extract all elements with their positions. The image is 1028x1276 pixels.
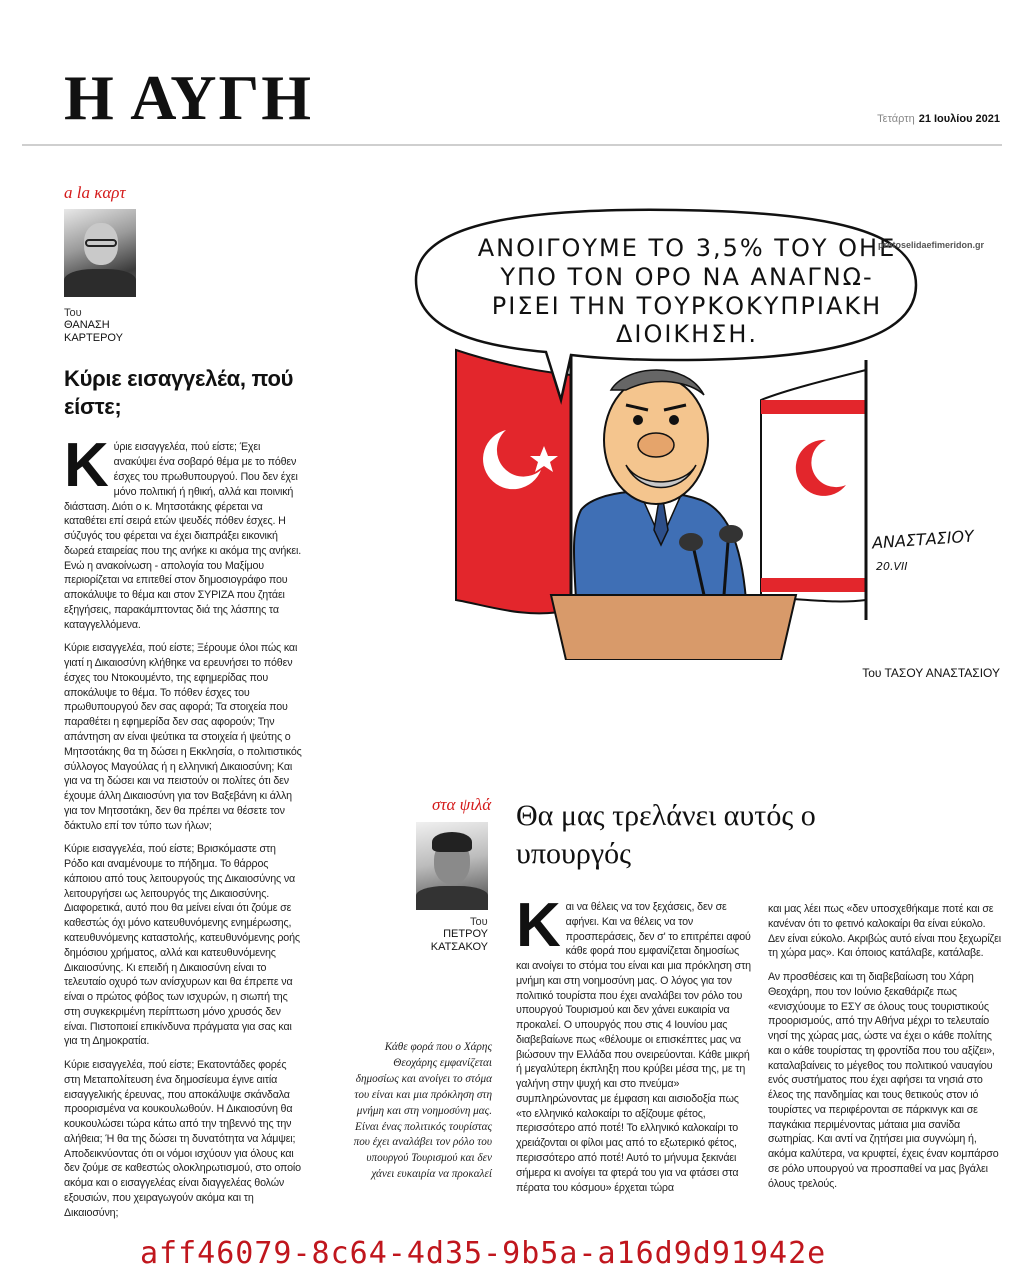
- watermark: protoselidaefimeridon.gr: [878, 240, 985, 250]
- paragraph: Κύριε εισαγγελέα, πού είστε; Βρισκόμαστε στη Ρόδο και αναμένουμε το πήδημα. Το θάρρος κάποιου από τους λειτουργούς της Δικαιοσύνης να λειτουργήσει ως λειτουργός της Δικαιοσύνης. Διαφορετικά, αυτό που θα μείνει είναι ότι ζούμε σε καθεστώς όχι μόνο κατευθυνόμενης ενημέρωσης, κατευθυνόμενης καταστολής, κατευθυνόμενης ροής δημόσιου χρήματος, αλλά και κατευθυνόμενης Δικαιοσύνης. Κι επειδή η Δικαιοσύνη είναι το τελευταίο οχυρό των ανίσχυρων και θα έπρεπε να είναι ο πρώτος φόβος των ισχυρών, η σιωπή της στη συγκεκριμένη περίπτωση μόνο χρυσός δεν είναι. Πιστοποιεί επικίνδυνα πράγματα για σας και για τη Δημοκρατία.: [64, 843, 300, 1048]
- credit-name: ΤΑΣΟΥ ΑΝΑΣΤΑΣΙΟΥ: [884, 666, 1000, 680]
- date-weekday: Τετάρτη: [877, 113, 915, 125]
- section-label: a la καρτ: [64, 183, 126, 202]
- section-label: στα ψιλά: [432, 795, 492, 814]
- cartoon-signature-date: 20.VII: [876, 560, 908, 573]
- pull-quote: Κάθε φορά που ο Χάρης Θεοχάρης εμφανίζεται δημοσίως και ανοίγει το στόμα του είναι και μια πρόκληση στη μνήμη και στη νοημοσύνη μας. Είναι ένας πολιτικός τουρίστας που έχει αναλάβει τον ρόλο του υπουργού Τουρισμού και δεν χάνει ευκαιρία να προκαλεί: [353, 1041, 492, 1181]
- podium: [551, 595, 796, 660]
- left-article: [64, 184, 302, 1230]
- dropcap: Κ: [516, 891, 561, 960]
- paragraph: Κύριε εισαγγελέα, πού είστε; Έχει ανακύψει ένα σοβαρό θέμα με το πόθεν έσχες του πρωθυπουργού. Που δεν έχει μόνο πολιτική ή ηθική, αλλά και ποινική διάσταση. Διότι ο κ. Μητσοτάκης φέρεται να καταθέτει επί σειρά ετών ψευδές πόθεν έσχες. Η σύζυγός του φέρεται να έχει διαπράξει εικονική δωρεά εταιρείας που της ανήκε κι ακόμα της ανήκει. Ενώ η ανακοίνωση - απολογία του Μαξίμου περιορίζεται να επιτεθεί στον δημοσιογράφο που αποκάλυψε το θέμα και στον ΣΥΡΙΖΑ που ζητάει εξηγήσεις, παρακάμπτοντας διά της λάσπης τα καταγγελλόμενα.: [64, 431, 302, 631]
- microphone: [719, 525, 743, 543]
- speech-text: [452, 234, 922, 349]
- article-body-column: [516, 891, 752, 1195]
- cartoon-credit: [862, 666, 1000, 680]
- date-full: 21 Ιουλίου 2021: [918, 113, 1000, 125]
- article-body-column: [768, 902, 1004, 1201]
- paragraph: Κύριε εισαγγελέα, πού είστε; Εκατοντάδες φορές στη Μεταπολίτευση ένα δημοσίευμα έγινε αιτία εισαγγελικής έρευνας, που αποκάλυψε σκάνδαλα προορισμένα να κουκουλωθούν. Η Δικαιοσύνη θα κουκουλώσει τώρα κάτω από την τηβεννό της την αλήθεια; Ή θα της δώσει τη δυνατότητα να λάμψει; Αποδεικνύοντας ότι οι νόμοι ισχύουν για όλους και δεν ζούμε σε καθεστώς ολοκληρωτισμού, στο οποίο ακόμα και ο εισαγγελέας είναι διαγγελέας θολών εξουσιών, που χειραγωγούν ακόμα και τη Δικαιοσύνη;: [64, 1059, 301, 1219]
- author-prefix: Του: [470, 916, 488, 928]
- dropcap: Κ: [64, 431, 109, 501]
- cartoon-signature: ΑΝΑΣΤΑΣΙΟΥ: [871, 526, 975, 553]
- author-photo: [416, 822, 488, 910]
- paragraph: και μας λέει πως «δεν υποσχεθήκαμε ποτέ και σε κανέναν ότι το φετινό καλοκαίρι θα είναι εύκολο. Δεν είναι εύκολο. Ακριβώς αυτό είναι που ξεχωρίζει τη χώρα μας». Και όποιος κατάλαβε, κατάλαβε.: [768, 903, 1001, 960]
- article-body: [64, 431, 302, 1220]
- header-rule: [22, 144, 1002, 146]
- author-photo: [64, 209, 136, 297]
- political-cartoon: [356, 200, 992, 660]
- microphone: [679, 533, 703, 551]
- credit-prefix: Του: [862, 666, 882, 680]
- speech-line: ΑΝΟΙΓΟΥΜΕ ΤΟ 3,5% ΤΟΥ ΟΗΕ: [477, 234, 897, 262]
- speech-line: ΔΙΟΙΚΗΣΗ.: [615, 320, 759, 349]
- document-id: aff46079-8c64-4d35-9b5a-a16d9d91942e: [140, 1236, 827, 1271]
- speech-line: ΡΙΣΕΙ ΤΗΝ ΤΟΥΡΚΟΚΥΠΡΙΑΚΗ: [491, 291, 883, 320]
- paragraph: Αν προσθέσεις και τη διαβεβαίωση του Χάρη Θεοχάρη, που τον Ιούνιο ξεκαθάριζε πως «ενισχύουμε το ΕΣΥ σε όλους τους τουριστικούς προορισμούς, από την Αθήνα μέχρι το τελευταίο νησί της χώρας μας, ώστε να έχει ο κάθε πολίτης και ο κάθε τουρίστας τη φροντίδα που του αξίζει», καταλαβαίνεις το μέγεθος του πολιτικού ναυαγίου ενός συστήματος που έχει αφήσει τα νησιά στο έλεος της πανδημίας και τους θετικούς στον ιό τουρίστες να περιφέρονται σε πάρκινγκ και σε παγκάκια περιμένοντας μάταια μια σανίδα σωτηρίας. Και αντί να ζητήσει μια συγνώμη ή, ακόμα καλύτερα, να κρυφτεί, έχεις έναν κομπάρσο σε ρόλο υπουργού να προσπαθεί να μας βγάλει όλους τρελούς.: [768, 971, 999, 1190]
- paragraph: αι να θέλεις να τον ξεχάσεις, δεν σε αφήνει. Και να θέλεις να τον προσπεράσεις, δεν σ' το επιτρέπει αφού κάθε φορά που εμφανίζεται δημοσίως και ανοίγει το στόμα του είναι και μια πρόκληση στη μνήμη και στη νοημοσύνη μας. Ο λόγος για τον πολιτικό τουρίστα που έχει αναλάβει τον ρόλο του υπουργού Τουρισμού και δεν χάνει ευκαιρία να προκαλεί. Ο υπουργός που στις 4 Ιουνίου μας διαβεβαίωνε πως «θέλουμε οι επισκέπτες μας να βιώσουν την Ελλάδα που ονειρεύονται. Κάθε μικρή ή μεγαλύτερη έκπληξη που κρύβει μέσα της, με τη γαλήνη στην ψυχή και στο πνεύμα» συμπληρώνοντας με έμφαση και αισιοδοξία πως «το ελληνικό καλοκαίρι το αξίζουμε φέτος, περισσότερο από ποτέ! Το ελληνικό καλοκαίρι το χρειάζονται οι φίλοι μας από το εξωτερικό φέτος, περισσότερο από ποτέ! Αυτό το μήνυμα ξεκινάει σήμερα κι ανοίγει τα φτερά του για να φτάσει στα πέρατα του κόσμου» έρχεται τώρα: [516, 901, 751, 1194]
- author-name: ΘΑΝΑΣΗ ΚΑΡΤΕΡΟΥ: [64, 319, 123, 345]
- issue-date: [877, 113, 1000, 125]
- speech-line: ΥΠΟ ΤΟΝ ΟΡΟ ΝΑ ΑΝΑΓΝΩ-: [500, 262, 874, 291]
- masthead-title: Η ΑΥΓΗ: [64, 62, 313, 133]
- article-headline: Θα μας τρελάνει αυτός ο υπουργός: [516, 799, 816, 870]
- article-headline: Κύριε εισαγγελέα, πού είστε;: [64, 366, 294, 419]
- paragraph: Κύριε εισαγγελέα, πού είστε; Ξέρουμε όλοι πώς και γιατί η Δικαιοσύνη κλήθηκε να ερευνήσει το πόθεν έσχες του Ντοκουμέντο, της εφημερίδας που αποκάλυψε το θέμα. Το πόθεν έσχες του πρωθυπουργού δεν σας αφορά; Τα στοιχεία που παραθέτει η εφημερίδα δεν σας αφορούν; Την απάντηση αν είναι ψεύτικα τα στοιχεία ή ψεύτης ο Μητσοτάκης θα τη δώσει η Εκκλησία, ο πολιτιστικός σύλλογος Μαγούλας ή η ελληνική Δικαιοσύνη; Και για να τη δώσει και να πειστούν οι πολίτες ότι δεν έχουμε άλλη Δικαιοσύνη για τον Βαξεβάνη κι άλλη για τον Μητσοτάκη, δεν θα πρέπει να θέσετε τον δάκτυλο επί τον τύπο των ήλων;: [64, 642, 302, 832]
- author-prefix: Του: [64, 307, 82, 319]
- author-name: ΠΕΤΡΟΥ ΚΑΤΣΑΚΟΥ: [430, 928, 488, 954]
